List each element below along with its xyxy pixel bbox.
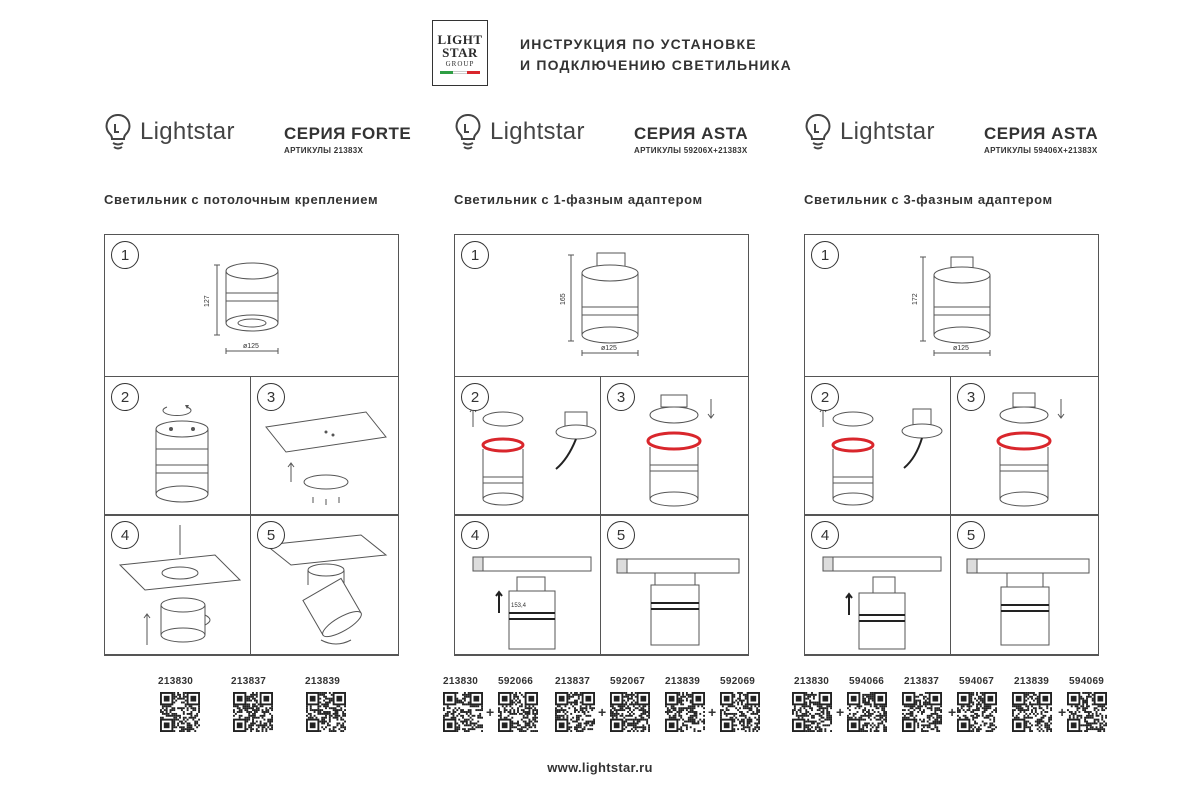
step-3-cell: 3 — [250, 376, 399, 516]
instruction-grid — [104, 234, 399, 655]
step-5-cell: 5 — [250, 514, 399, 656]
luminaire-dimensions-drawing — [105, 235, 398, 376]
subtitle: Светильник с 3-фазным адаптером — [804, 192, 1053, 207]
step-4-cell: 4 — [104, 514, 251, 656]
qr-code — [443, 692, 483, 732]
plus-sign: + — [486, 704, 495, 720]
step-4-cell: 4 153,4 — [454, 514, 601, 656]
bulb-icon — [104, 112, 132, 152]
flag-stripe — [440, 71, 480, 74]
qr-code — [233, 692, 273, 732]
subtitle: Светильник с 1-фазным адаптером — [454, 192, 703, 207]
dim-track: 153,4 — [511, 603, 527, 609]
series-title: СЕРИЯ ASTA АРТИКУЛЫ 59406X+21383X — [984, 124, 1099, 155]
lightstar-group-logo: LIGHT STAR GROUP — [432, 20, 488, 86]
step-1-cell: 1 165 ø125 — [454, 234, 749, 377]
qr-code — [555, 692, 595, 732]
qr-code — [160, 692, 200, 732]
dim-height: 172 — [912, 293, 919, 305]
qr-code — [1012, 692, 1052, 732]
step-2-cell: 2 — [104, 376, 251, 516]
dim-diameter: ø125 — [243, 343, 259, 350]
series-title: СЕРИЯ FORTE АРТИКУЛЫ 21383X — [284, 124, 412, 155]
qr-code — [1067, 692, 1107, 732]
series-title: СЕРИЯ ASTA АРТИКУЛЫ 59206X+21383X — [634, 124, 749, 155]
step-3-cell: 3 — [600, 376, 749, 516]
qr-code — [792, 692, 832, 732]
qr-code — [610, 692, 650, 732]
plus-sign: + — [836, 704, 845, 720]
step-1-cell: 1 172 ø125 — [804, 234, 1099, 377]
luminaire-dimensions-drawing — [805, 235, 1098, 376]
dim-diameter: ø125 — [601, 345, 617, 352]
instruction-grid — [804, 234, 1099, 655]
qr-code — [665, 692, 705, 732]
step-2-cell: 2 — [454, 376, 601, 516]
plus-sign: + — [598, 704, 607, 720]
brand-lightstar: Lightstar — [804, 112, 935, 152]
website-link[interactable]: www.lightstar.ru — [547, 760, 653, 775]
step-1-cell: 1 127 ø125 — [104, 234, 399, 377]
plus-sign: + — [1058, 704, 1067, 720]
step-5-cell: 5 — [600, 514, 749, 656]
qr-code — [498, 692, 538, 732]
bulb-icon — [804, 112, 832, 152]
qr-code — [902, 692, 942, 732]
subtitle: Светильник с потолочным креплением — [104, 192, 379, 207]
qr-code — [957, 692, 997, 732]
plus-sign: + — [708, 704, 717, 720]
qr-code — [306, 692, 346, 732]
step-2-cell: 2 — [804, 376, 951, 516]
dim-height: 165 — [560, 293, 567, 305]
instruction-grid — [454, 234, 749, 655]
step-4-cell: 4 — [804, 514, 951, 656]
page-title: ИНСТРУКЦИЯ ПО УСТАНОВКЕ И ПОДКЛЮЧЕНИЮ СВЕТИЛЬНИКА — [520, 36, 792, 73]
qr-code — [720, 692, 760, 732]
step-5-cell: 5 — [950, 514, 1099, 656]
step-3-cell: 3 — [950, 376, 1099, 516]
luminaire-dimensions-drawing — [455, 235, 748, 376]
bulb-icon — [454, 112, 482, 152]
dim-height: 127 — [204, 295, 211, 307]
dim-diameter: ø125 — [953, 345, 969, 352]
brand-lightstar: Lightstar — [104, 112, 235, 152]
qr-code — [847, 692, 887, 732]
plus-sign: + — [948, 704, 957, 720]
brand-lightstar: Lightstar — [454, 112, 585, 152]
